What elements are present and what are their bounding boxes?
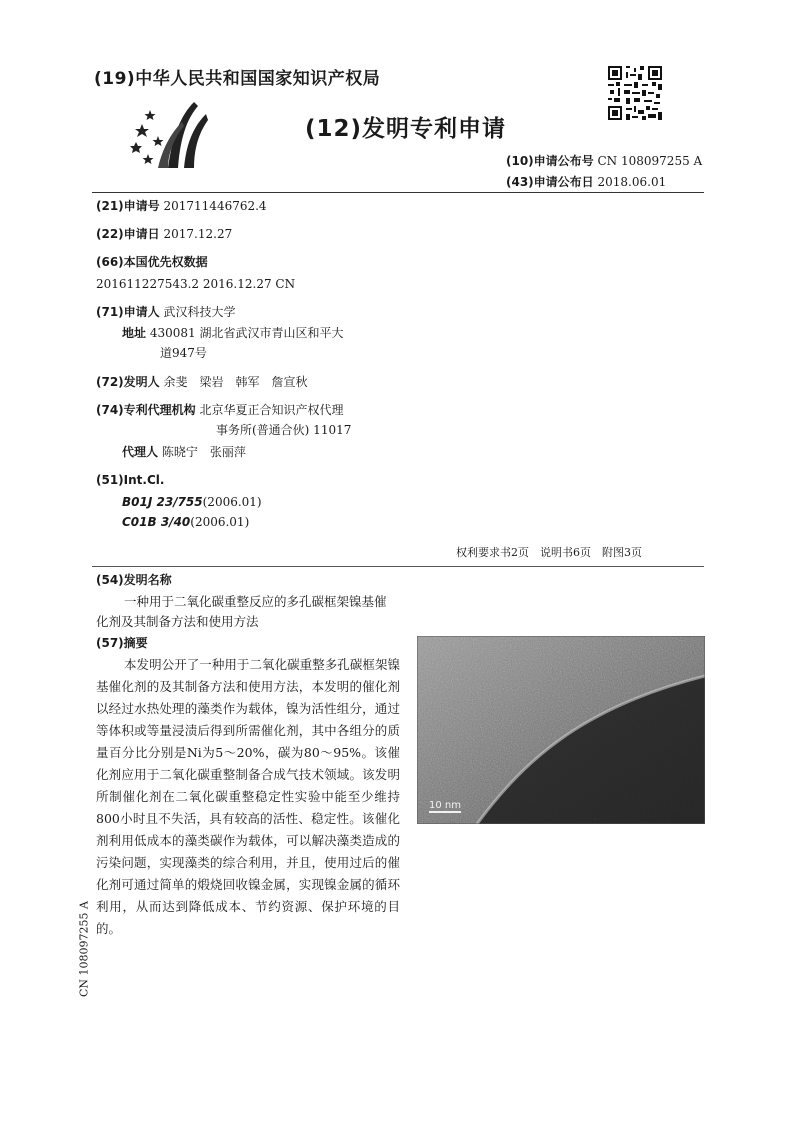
patent-agency	[96, 400, 344, 420]
cnipa-logo	[128, 98, 218, 176]
applicant	[96, 302, 236, 322]
address-line-2: 道947号	[160, 346, 207, 360]
title-label-text: (54)发明名称	[96, 573, 172, 587]
address-label: 地址	[122, 326, 147, 340]
application-number-label: (21)申请号	[96, 199, 160, 213]
priority-label	[96, 252, 208, 272]
ipc-class-2	[122, 512, 249, 532]
abstract-text: 本发明公开了一种用于二氧化碳重整多孔碳框架镍基催化剂的及其制备方法和使用方法，本发明的催化剂以经过水热处理的藻类作为载体，镍为活性组分，通过等体积或等量浸渍后得到所需催化剂，其中各组分的质量百分比分别是Ni为5～20%，碳为80～95%。该催化剂应用于二氧化碳重整制备合成气技术领域。该发明所制催化剂在二氧化碳重整稳定性实验中能至少维持800小时且不失活，具有较高的活性、稳定性。该催化剂利用低成本的藻类碳作为载体，可以解决藻类造成的污染问题，实现藻类的综合利用，并且，使用过后的催化剂可通过简单的煅烧回收镍金属，实现镍金属的循环利用，从而达到降低成本、节约资源、保护环境的目的。	[96, 657, 400, 936]
publication-number	[506, 152, 702, 169]
publication-date-label: (43)申请公布日	[506, 175, 594, 189]
ipc-class-1	[122, 492, 262, 512]
priority-data: 201611227543.2 2016.12.27 CN	[96, 277, 296, 291]
invention-title: 一种用于二氧化碳重整反应的多孔碳框架镍基催化剂及其制备方法和使用方法	[96, 594, 387, 629]
application-date-label: (22)申请日	[96, 227, 160, 241]
ipc-date-2: (2006.01)	[190, 515, 250, 529]
side-publication-number-text: CN 108097255 A	[77, 901, 91, 997]
publication-date	[506, 173, 666, 190]
priority-label-text: (66)本国优先权数据	[96, 255, 208, 269]
abstract-label-text: (57)摘要	[96, 636, 148, 650]
document-type-title: (12)发明专利申请	[305, 116, 507, 142]
publication-number-value: CN 108097255 A	[597, 154, 703, 168]
tem-micrograph	[417, 636, 705, 824]
title-label	[96, 570, 172, 590]
ipc-date-1: (2006.01)	[202, 495, 262, 509]
intcl-label	[96, 470, 164, 490]
qr-code	[608, 66, 662, 120]
application-number-value: 201711446762.4	[163, 199, 267, 213]
biblio-divider	[92, 566, 704, 567]
ipc-code-2: C01B 3/40	[122, 515, 191, 529]
application-date	[96, 224, 232, 244]
agency-line-2: 事务所(普通合伙) 11017	[216, 423, 352, 437]
abstract-label	[96, 633, 148, 653]
header-divider	[92, 192, 704, 193]
intcl-label-text: (51)Int.Cl.	[96, 473, 165, 487]
agents-value: 陈晓宁 张丽萍	[161, 445, 246, 459]
address-line-1: 430081 湖北省武汉市青山区和平大	[149, 326, 344, 340]
applicant-value: 武汉科技大学	[163, 305, 236, 319]
application-number	[96, 196, 267, 216]
publication-date-value: 2018.06.01	[597, 175, 667, 189]
page-count: 权利要求书2页 说明书6页 附图3页	[456, 546, 642, 559]
agency-label: (74)专利代理机构	[96, 403, 196, 417]
patent-office-name: (19)中华人民共和国国家知识产权局	[94, 69, 381, 89]
ipc-code-1: B01J 23/755	[122, 495, 203, 509]
address	[122, 323, 343, 343]
agents-label: 代理人	[122, 445, 159, 459]
publication-number-label: (10)申请公布号	[506, 154, 594, 168]
agents	[122, 442, 246, 462]
side-publication-number	[76, 898, 92, 1000]
agency-line-1: 北京华夏正合知识产权代理	[199, 403, 344, 417]
applicant-label: (71)申请人	[96, 305, 160, 319]
inventors-label: (72)发明人	[96, 375, 160, 389]
application-date-value: 2017.12.27	[163, 227, 233, 241]
scale-bar-label: 10 nm	[429, 800, 461, 811]
inventors	[96, 372, 308, 392]
inventors-value: 余斐 梁岩 韩军 詹宣秋	[163, 375, 308, 389]
